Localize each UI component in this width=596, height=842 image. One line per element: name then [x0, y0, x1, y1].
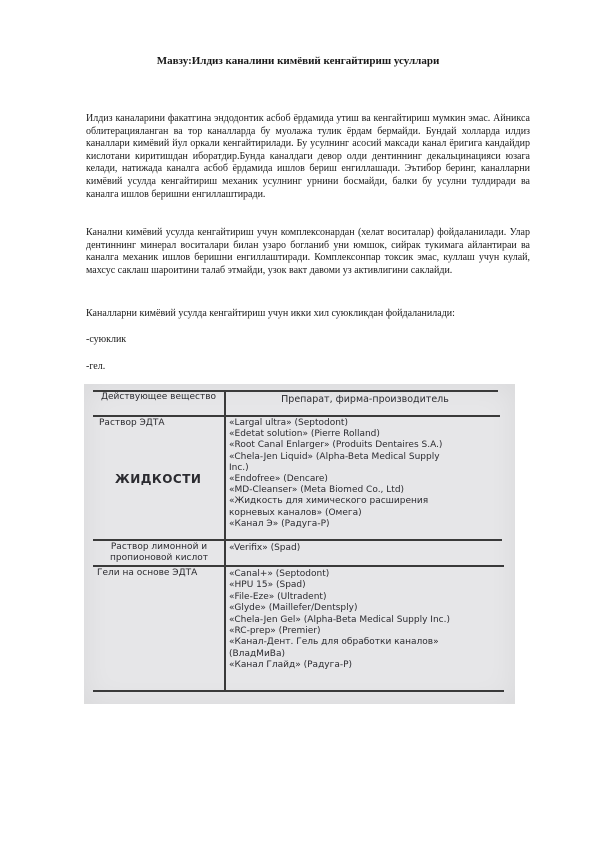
- table-column-divider: [224, 390, 226, 692]
- substance-cell: Раствор ЭДТА: [99, 418, 165, 428]
- table-rule: [93, 539, 502, 541]
- paragraph: Каналларни кимёвий усулда кенгайтириш учун икки хил суюкликдан фойдаланилади:: [86, 308, 455, 319]
- products-cell: [229, 543, 503, 554]
- product-item: «Канал-Дент. Гель для обработки каналов»: [229, 637, 439, 648]
- product-item: «Edetat solution» (Pierre Rolland): [229, 429, 380, 440]
- product-item: (ВладМиВа): [229, 648, 285, 659]
- product-item: «Chela-Jen Liquid» (Alpha-Beta Medical Supply: [229, 451, 440, 462]
- list-item: -гел.: [86, 361, 106, 372]
- page-title: Мавзу:Илдиз каналини кимёвий кенгайтириш усуллари: [156, 55, 440, 67]
- product-item: «Chela-Jen Gel» (Alpha-Beta Medical Supply Inc.): [229, 614, 450, 625]
- header-substance: Действующее вещество: [100, 392, 217, 402]
- products-cell: [229, 418, 503, 530]
- product-item: «Largal ultra» (Septodont): [229, 418, 348, 428]
- product-item: «Жидкость для химического расширения: [229, 496, 429, 507]
- table-rule: [93, 690, 504, 692]
- table-rule: [93, 565, 504, 567]
- product-item: «HPU 15» (Spad): [229, 580, 306, 591]
- category-label: ЖИДКОСТИ: [115, 472, 202, 486]
- paragraph: Илдиз каналарини факатгина эндодонтик асбоб ёрдамида утиш ва кенгайтириш мумкин эмас. Айникса облитерацияланган ва тор каналларда бу муолажа тулик ёрдам бермайди. Бундай холларда илдиз каналлари кимёвий йул оркали кенгайтирилади. Бу усулнинг асосий максади канал ёригига кандайдир кислотани киритишдан иборатдир.Бунда каналдаги девор олди дентиннинг декальцинацияси юзага келади, натижада каналга асбоб ёрдамида ишлов бериш енгиллашади. Эътибор беринг, каналларни кимёвий усулда кенгайтириш механик усулнинг урнини босмайди, балки бу усулни тулдиради ва каналга ишлов беришни енгиллаштиради.: [86, 113, 530, 200]
- header-product: Препарат, фирма-производитель: [281, 394, 449, 405]
- product-item: «Glyde» (Maillefer/Dentsply): [229, 603, 358, 614]
- list-item: -суюклик: [86, 334, 127, 345]
- product-item: «Endofree» (Dencare): [229, 474, 328, 485]
- product-item: «File-Eze» (Ultradent): [229, 591, 327, 602]
- paragraph: Канални кимёвий усулда кенгайтириш учун комплексонардан (хелат воситалар) фойдаланилади. Улар дентиннинг минерал воситалари билан узаро богланиб уни юмшок, сийрак тукимага айлантираи ва каналга механик ишлов беришни енгиллаштиради. Комплексонпар токсик эмас, куллаш учун кулай, махсус саклаш шароитини талаб этмайди, узок вакт давоми уз активлигини саклайди.: [86, 227, 530, 276]
- product-item: «Канал Э» (Радуга-Р): [229, 518, 330, 529]
- product-item: «RC-prep» (Premier): [229, 626, 321, 637]
- table-photo: [84, 384, 515, 704]
- products-table: [93, 390, 504, 696]
- product-item: «Канал Глайд» (Радуга-Р): [229, 660, 353, 671]
- product-item: «Canal+» (Septodont): [229, 569, 330, 579]
- substance-cell: Раствор лимонной и пропионовой кислот: [110, 542, 208, 563]
- products-cell: [229, 569, 503, 672]
- table-rule: [93, 415, 500, 417]
- product-item: «MD-Cleanser» (Meta Biomed Co., Ltd): [229, 485, 405, 496]
- substance-cell: Гели на основе ЭДТА: [97, 568, 198, 578]
- product-item: «Verifix» (Spad): [229, 543, 301, 553]
- product-item: «Root Canal Enlarger» (Produits Dentaires S.A.): [229, 440, 443, 451]
- product-item: корневых каналов» (Омега): [229, 507, 362, 518]
- product-item: Inc.): [229, 462, 249, 473]
